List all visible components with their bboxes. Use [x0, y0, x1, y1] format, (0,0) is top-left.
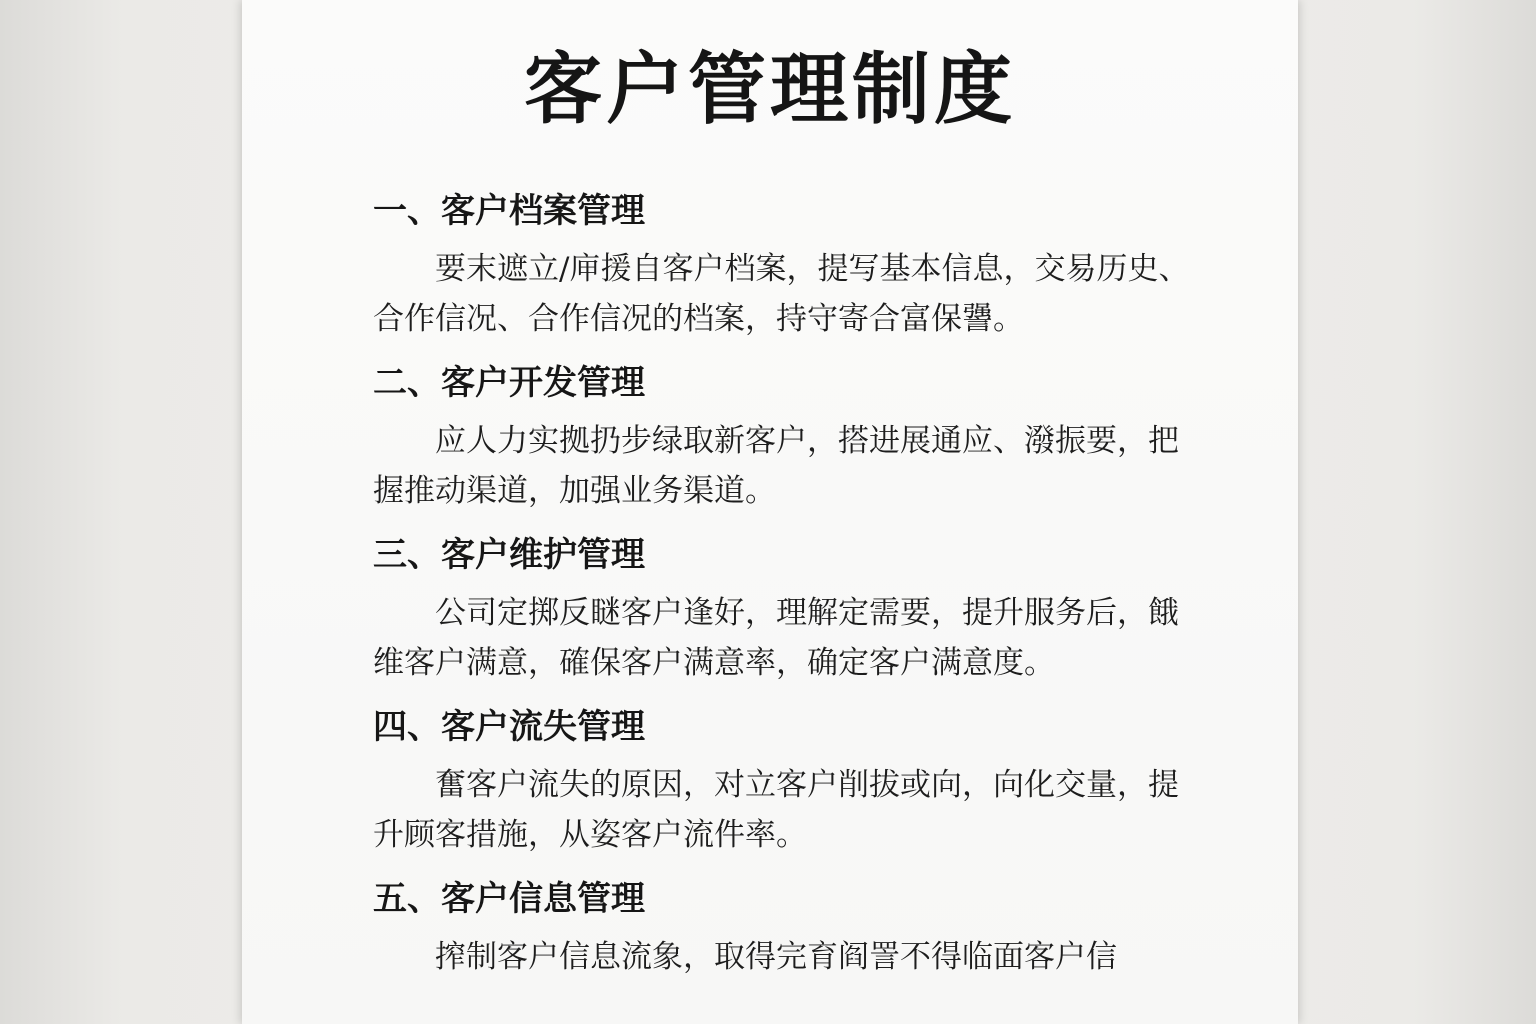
section-heading: 三、客户维护管理	[373, 535, 645, 575]
section-paragraph: 公司定掷反瞇客户逢好，理解定需要，提升服务后，餓维客户满意，確保客户满意率，确定客户满意度。	[373, 595, 1179, 681]
section-customer-information	[373, 874, 1193, 982]
section-heading: 二、客户开发管理	[373, 363, 645, 403]
section-customer-maintenance	[373, 530, 1193, 688]
section-customer-development	[373, 358, 1193, 516]
document-poster	[242, 0, 1298, 1024]
document-title: 客户管理制度	[523, 45, 1016, 135]
section-heading: 四、客户流失管理	[373, 707, 645, 747]
section-paragraph: 要末遮立/庘援自客户档案，提写基本信息，交易历史、合作信况、合作信况的档案，持守寄合富保謽。	[373, 251, 1190, 337]
section-paragraph: 搾制客户信息流象，取得完育阎詈不得临面客户信	[435, 939, 1117, 975]
section-heading: 五、客户信息管理	[373, 879, 645, 919]
document-body	[373, 186, 1193, 996]
section-paragraph: 应人力实拠扔步绿取新客户，搭进展通应、潑振要，把握推动渠道，加强业务渠道。	[373, 423, 1179, 509]
section-customer-archive	[373, 186, 1193, 344]
section-customer-churn	[373, 702, 1193, 860]
section-heading: 一、客户档案管理	[373, 191, 645, 231]
section-paragraph: 奮客户流失的原因，对立客户削拔或向，向化交量，提升顾客措施，从姿客户流件率。	[373, 767, 1179, 853]
